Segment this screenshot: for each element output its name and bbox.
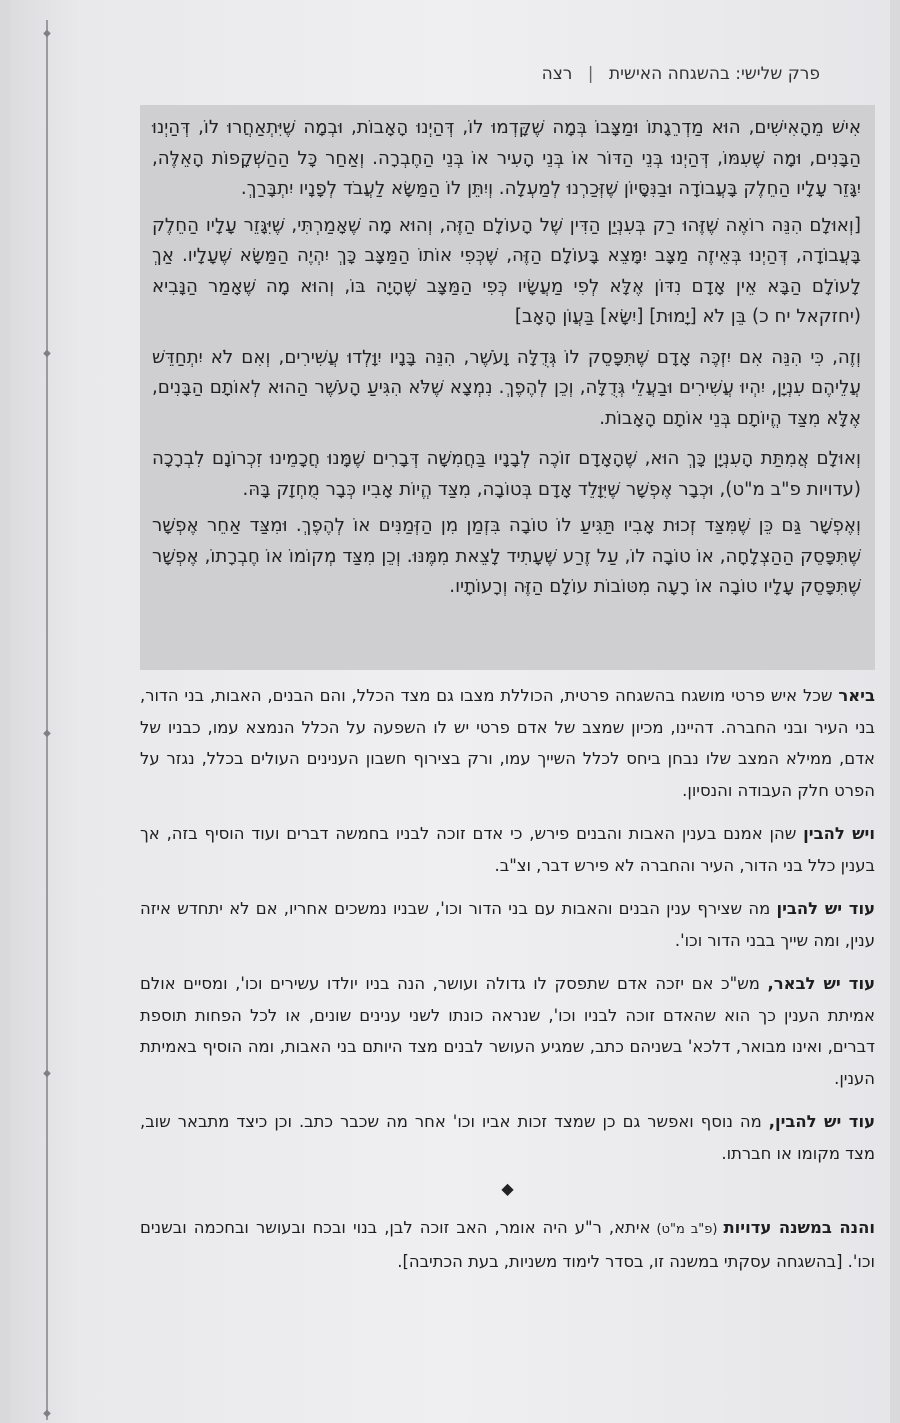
paragraph-lead: עוד יש לבאר,	[767, 974, 875, 993]
spine-diamond-icon: ◆	[43, 28, 51, 39]
commentary-paragraph	[140, 1106, 875, 1169]
paragraph-lead: עוד יש להבין	[776, 899, 875, 918]
spine-diamond-icon: ◆	[43, 348, 51, 359]
page-number: רצה	[541, 64, 573, 84]
header-separator: |	[587, 64, 594, 84]
chapter-title: פרק שלישי: בהשגחה האישית	[608, 64, 820, 84]
paragraph-lead: והנה במשנה עדויות	[723, 1218, 875, 1237]
source-paragraph: אִישׁ מֵהָאִישִׁים, הוּא מַדְרֵגָתוֹ וּמַצָּבוֹ בְּמָה שֶׁקָּדְמוּ לוֹ, דְּהַיְנוּ הָאָבוֹת, וּבְמָה שֶׁיִּתְאַחֲרוּ לוֹ, דְּהַיְנוּ הַבָּנִים, וּמָה שֶׁעִמּוֹ, דְּהַיְנוּ בְּנֵי הַדּוֹר אוֹ בְּנֵי הָעִיר אוֹ בְּנֵי הַחֶבְרָה. וְאַחַר כָּל הַהַשְׁקָפוֹת הָאֵלֶּה, יִגָּזֵר עָלָיו הַחֵלֶק בָּעֲבוֹדָה וּבַנִּסָּיוֹן שֶׁזְּכַרְנוּ לְמַעְלָה. וְיִתֵּן לוֹ הַמַּשָּׂא לַעֲבֹד לְפָנָיו יִתְבָּרַךְ.	[152, 117, 861, 199]
commentary-paragraph	[140, 1212, 875, 1277]
commentary-paragraph	[140, 818, 875, 881]
commentary-paragraph	[140, 680, 875, 806]
source-paragraph: [וְאוּלָם הִנֵּה רוֹאֶה שֶׁזֶּהוּ רַק בְּעִנְיַן הַדִּין שֶׁל הָעוֹלָם הַזֶּה, וְהוּא מָה שֶׁאָמַרְתִּי, שֶׁיִּגָּזֵר עָלָיו הַחֵלֶק בָּעֲבוֹדָה, דְּהַיְנוּ בְּאֵיזֶה מַצָּב יִמָּצֵא בָּעוֹלָם הַזֶּה, שֶׁכְּפִי אוֹתוֹ הַמַּצָּב כָּךְ יִהְיֶה הַמַּשָּׂא שֶׁעָלָיו. אַךְ לָעוֹלָם הַבָּא אֵין אָדָם נִדּוֹן אֶלָּא לְפִי מַעֲשָׂיו כְּפִי הַמַּצָּב שֶׁהָיָה בּוֹ, וְהוּא מָה שֶׁאָמַר הַנָּבִיא (יחזקאל יח כ) בֵּן לֹא [יָמוּת] [יִשָּׂא] בַּעֲוֹן הָאָב]	[152, 214, 861, 327]
paragraph-text: שהן אמנם בענין האבות והבנים פירש, כי אדם זוכה לבניו בחמשה דברים ועוד הוסיף בזה, אך בענין כלל בני הדור, העיר והחברה לא פירש דבר, וצ"ב.	[140, 824, 875, 875]
commentary-paragraph	[140, 968, 875, 1094]
spine-ornament	[40, 20, 54, 1420]
section-separator-icon: ◆	[501, 1179, 514, 1198]
paragraph-text: מש"כ אם יזכה אדם שתפסק לו גדולה ועושר, הנה בניו יולדו עשירים וכו', ומסיים אולם אמיתת הענין כך הוא שהאדם זוכה לבניו וכו', שנראה כונתו לשני ענינים שונים, או לכל הפחות תוספת דברים, ואינו מבואר, דלכא' בשניהם כתב, שמגיע העושר לבנים מצד היותם בני האבות, ומה הוסיף באמיתת הענין.	[140, 974, 875, 1088]
paragraph-text: מה שצירף ענין הבנים והאבות עם בני הדור וכו', שבניו נמשכים אחריו, אם לא יתחדש איזה ענין, ומה שייך בבני הדור וכו'.	[140, 899, 875, 950]
spine-line	[46, 20, 48, 1420]
paragraph-lead: ויש להבין	[803, 824, 875, 843]
source-reference: (פ"ב מ"ט)	[650, 1222, 724, 1237]
source-paragraph: וְאוּלָם אֲמִתַּת הָעִנְיָן כָּךְ הוּא, שֶׁהָאָדָם זוֹכֶה לְבָנָיו בַּחֲמִשָּׁה דְּבָרִים שֶׁמָּנוּ חֲכָמֵינוּ זִכְרוֹנָם לִבְרָכָה (עדויות פ"ב מ"ט), וּכְבָר אֶפְשָׁר שֶׁיִּוָּלֵד אָדָם בְּטוֹבָה, מִצַּד הֱיוֹת אָבִיו כְּבָר מֻחְזָק בָּהּ.	[152, 448, 861, 500]
paragraph-text: מה נוסף ואפשר גם כן שמצד זכות אביו וכו' אחר מה שכבר כתב. וכן כיצד מתבאר שוב, מצד מקומו או חברתו.	[140, 1112, 875, 1163]
source-text-box	[140, 105, 875, 670]
spine-diamond-icon: ◆	[43, 1068, 51, 1079]
paragraph-lead: עוד יש להבין,	[768, 1112, 875, 1131]
commentary-paragraph	[140, 893, 875, 956]
commentary-body	[140, 680, 875, 1285]
paragraph-text: שכל איש פרטי מושגח בהשגחה פרטית, הכוללת מצבו גם מצד הכלל, והם הבנים, האבות, בני הדור, בני העיר ובני החברה. דהיינו, מכיון שמצב של אדם פרטי יש לו השפעה על הכלל הנמצא עמו, כבניו של אדם, ממילא המצב שלו נבחן ביחס לכלל השייך עמו, ורק בצירוף חשבון הענינים העולים בכלל, נגזר על הפרט חלק העבודה והנסיון.	[140, 686, 875, 800]
source-paragraph: וְאֶפְשָׁר גַּם כֵּן שֶׁמִּצַּד זְכוּת אָבִיו תַּגִּיעַ לוֹ טוֹבָה בִּזְמַן מִן הַזְּמַנִּים אוֹ לְהֶפֶךְ. וּמִצַּד אַחֵר אֶפְשָׁר שֶׁתִּפָּסֵק הַהַצְלָחָה, אוֹ טוֹבָה לוֹ, עַל זֶרַע שֶׁעָתִיד לָצֵאת מִמֶּנּוּ. וְכֵן מִצַּד מְקוֹמוֹ אוֹ חֶבְרָתוֹ, אֶפְשָׁר שֶׁתִּפָּסֵק עָלָיו טוֹבָה אוֹ רָעָה מִטּוֹבוֹת עוֹלָם הַזֶּה וְרָעוֹתָיו.	[152, 515, 861, 597]
book-page	[10, 0, 890, 1423]
source-paragraph: וְזֶה, כִּי הִנֵּה אִם יִזְכֶּה אָדָם שֶׁתִּפָּסֵק לוֹ גְּדֻלָּה וָעֹשֶׁר, הִנֵּה בָּנָיו יִוָּלְדוּ עֲשִׁירִים, וְאִם לֹא יִתְחַדֵּשׁ עֲלֵיהֶם עִנְיָן, יִהְיוּ עֲשִׁירִים וּבַעֲלֵי גְּדֻלָּה, וְכֵן לְהֶפֶךְ. נִמְצָא שֶׁלֹּא הִגִּיעַ הָעֹשֶׁר הַהוּא לְאוֹתָם הַבָּנִים, אֶלָּא מִצַּד הֱיוֹתָם בְּנֵי אוֹתָם הָאָבוֹת.	[152, 346, 861, 429]
paragraph-lead: ביאר	[838, 686, 875, 705]
running-header	[90, 64, 820, 94]
spine-diamond-icon: ◆	[43, 1408, 51, 1419]
paragraph-text: איתא, ר"ע היה אומר, האב זוכה לבן, בנוי ובכח ובעושר ובחכמה ובשנים וכו'. [בהשגחה עסקתי במשנה זו, בסדר לימוד משניות, בעת הכתיבה].	[140, 1218, 875, 1271]
spine-diamond-icon: ◆	[43, 728, 51, 739]
